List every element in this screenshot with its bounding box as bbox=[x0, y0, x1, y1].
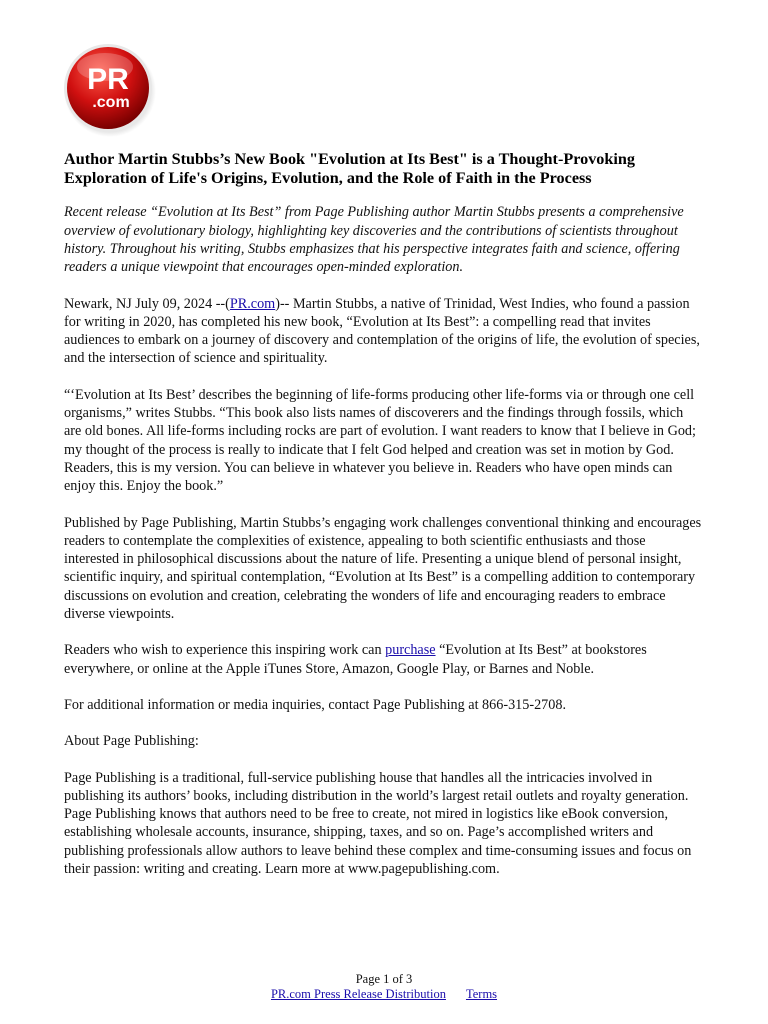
press-release-distribution-link[interactable]: PR.com Press Release Distribution bbox=[270, 987, 446, 1001]
paragraph-about: Page Publishing is a traditional, full-service publishing house that handles all the intricacies involved in publishing its authors’ books, including distribution in the world’s largest retail outlets and royalty generation. Page Publishing knows that authors need to be free to create, not mired in logistics like eBook conversion, establishing wholesale accounts, insurance, shipping, taxes, and so on. Page’s accomplished writers and publishing professionals allow authors to leave behind these complex and time-consuming issues and focus on their passion: writing and creating. Learn more at www.pagepublishing.com. bbox=[64, 769, 692, 878]
press-release-content bbox=[64, 150, 704, 896]
purchase-text-after: “Evolution at Its Best” at bookstores everywhere, or online at the Apple iTunes Store, Amazon, Google Play, or Barnes and Noble. bbox=[64, 642, 647, 677]
logo-text-main: PR bbox=[87, 63, 129, 96]
paragraph-intro bbox=[64, 295, 704, 368]
paragraph-purchase bbox=[64, 641, 704, 678]
logo-text-sub: .com bbox=[92, 94, 130, 111]
pr-com-logo bbox=[61, 41, 157, 137]
page-number: Page 1 of 3 bbox=[355, 972, 413, 986]
summary: Recent release “Evolution at Its Best” from Page Publishing author Martin Stubbs presents a comprehensive overview of evolutionary biology, highlighting key discoveries and the contributions of scientists throughout history. Throughout his writing, Stubbs emphasizes that his perspective integrates faith and science, offering readers a unique viewpoint that encourages open-minded exploration. bbox=[64, 204, 684, 276]
intro-text-before: Newark, NJ July 09, 2024 --( bbox=[64, 295, 230, 312]
footer-links bbox=[0, 987, 768, 1002]
terms-link[interactable]: Terms bbox=[465, 987, 498, 1001]
page-title: Author Martin Stubbs’s New Book "Evolution at Its Best" is a Thought-Provoking Exploration of Life's Origins, Evolution, and the Role of Faith in the Process bbox=[64, 150, 635, 187]
paragraph-quote: “‘Evolution at Its Best’ describes the beginning of life-forms producing other life-forms via or through one cell organisms,” writes Stubbs. “This book also lists names of discoverers and the findings through fossils, which are old bones. All life-forms including rocks are part of evolution. I want readers to know that I believe in God; my thought of the process is really to indicate that I felt God helped and creation was set in motion by God. Readers, this is my version. You can believe in whatever you believe in. Readers who have open minds can enjoy this. Enjoy the book.” bbox=[64, 386, 696, 495]
paragraph-contact: For additional information or media inquiries, contact Page Publishing at 866-315-2708. bbox=[64, 696, 566, 713]
paragraph-published: Published by Page Publishing, Martin Stubbs’s engaging work challenges conventional thinking and encourages readers to contemplate the complexities of existence, appealing to both scientific enthusiasts and those interested in philosophical discussions about the nature of life. Presenting a unique blend of personal insight, scientific inquiry, and spiritual contemplation, “Evolution at Its Best” is a compelling addition to contemporary discussions on evolution and creation, celebrating the wonders of life and encouraging readers to embrace diverse viewpoints. bbox=[64, 514, 702, 623]
page-footer bbox=[0, 972, 768, 1002]
prcom-link[interactable]: PR.com bbox=[229, 295, 276, 312]
about-heading: About Page Publishing: bbox=[64, 733, 199, 750]
intro-text-after: )-- Martin Stubbs, a native of Trinidad, West Indies, who found a passion for writing in 2020, has completed his new book, “Evolution at Its Best”: a compelling read that invites audiences to embark on a journey of discovery and contemplation of the origins of life, the evolution of species, and the intersection of science and spirituality. bbox=[64, 295, 700, 367]
purchase-link[interactable]: purchase bbox=[385, 642, 436, 659]
purchase-text-before: Readers who wish to experience this inspiring work can bbox=[64, 642, 386, 659]
